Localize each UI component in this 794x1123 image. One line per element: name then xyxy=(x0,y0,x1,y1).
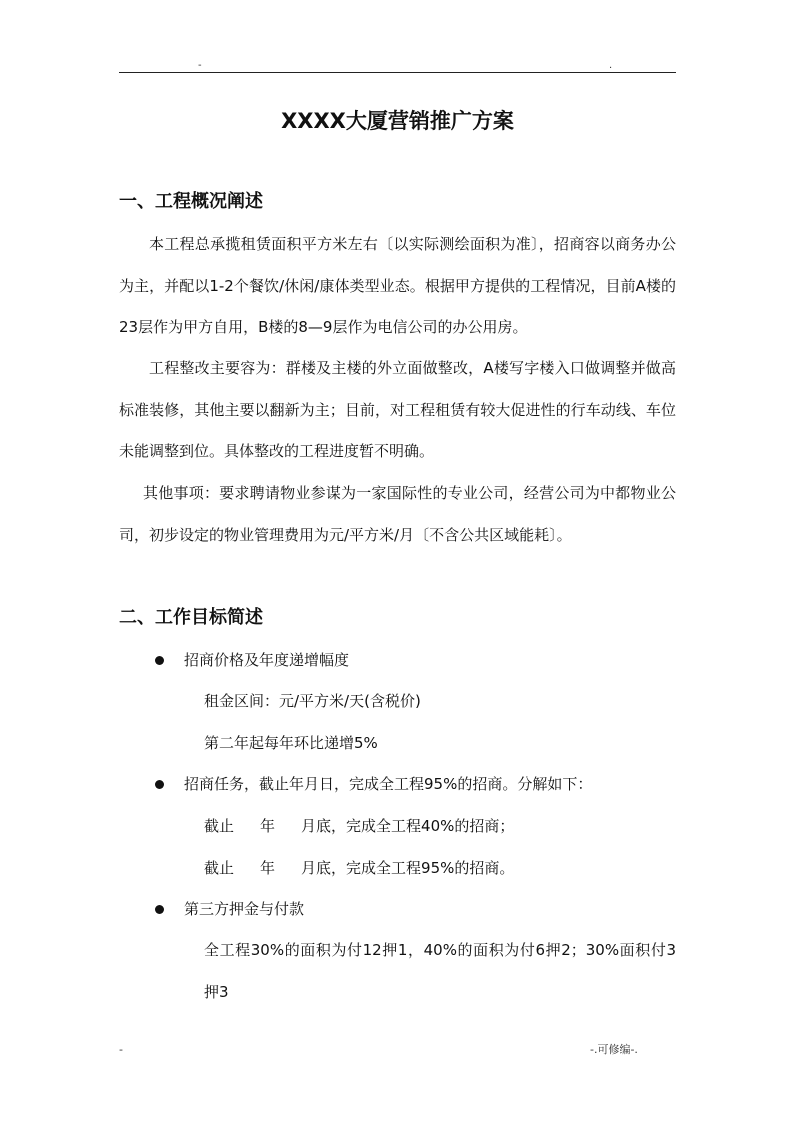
rent-range-line: 租金区间：元/平方米/天(含税价) xyxy=(204,692,421,710)
overview-paragraph-3: 其他事项：要求聘请物业参谋为一家国际性的专业公司，经营公司为中都物业公司，初步设定的物业管理费用为元/平方米/月〔不含公共区域能耗〕。 xyxy=(119,484,676,544)
milestone-deadline-label: 截止 xyxy=(204,817,235,835)
bullet-dot-icon xyxy=(155,905,164,914)
milestone-line-1 xyxy=(204,815,514,837)
annual-increase-line: 第二年起每年环比递增5% xyxy=(204,734,378,752)
bullet-dot-icon xyxy=(155,656,164,665)
bullet-text: 招商价格及年度递增幅度 xyxy=(184,651,350,669)
milestone-year-label: 年 xyxy=(260,859,276,877)
milestone-target-text: 月底，完成全工程40%的招商； xyxy=(301,817,515,835)
bullet-dot-icon xyxy=(155,780,164,789)
deposit-payment-detail: 全工程30%的面积为付12押1，40%的面积为付6押2；30%面积付3押3 xyxy=(204,941,676,1001)
bullet-text: 招商任务，截止年月日，完成全工程95%的招商。分解如下： xyxy=(184,775,593,793)
section-heading-overview: 一、工程概况阐述 xyxy=(119,191,263,212)
header-rule xyxy=(119,72,676,73)
document-title: XXXX大厦营销推广方案 xyxy=(281,109,514,133)
milestone-line-2 xyxy=(204,857,514,879)
footer-editable-note: -.可修编-. xyxy=(590,1043,638,1056)
overview-paragraph-1: 本工程总承揽租赁面积平方米左右〔以实际测绘面积为准〕，招商容以商务办公为主，并配以1-2个餐饮/休闲/康体类型业态。根据甲方提供的工程情况，目前A楼的23层作为甲方自用，B楼的8—9层作为电信公司的办公用房。 xyxy=(119,235,676,336)
overview-paragraph-2: 工程整改主要容为：群楼及主楼的外立面做整改，A楼写字楼入口做调整并做高标准装修，其他主要以翻新为主；目前，对工程租赁有较大促进性的行车动线、车位未能调整到位。具体整改的工程进度暂不明确。 xyxy=(119,359,676,460)
bullet-text: 第三方押金与付款 xyxy=(184,900,305,918)
milestone-target-text: 月底，完成全工程95%的招商。 xyxy=(301,859,515,877)
section-heading-goals: 二、工作目标简述 xyxy=(119,607,263,628)
header-right-mark: . xyxy=(609,60,613,71)
header-left-mark: - xyxy=(198,60,202,71)
milestone-year-label: 年 xyxy=(260,817,276,835)
footer-left-mark: - xyxy=(119,1043,123,1056)
milestone-deadline-label: 截止 xyxy=(204,859,235,877)
